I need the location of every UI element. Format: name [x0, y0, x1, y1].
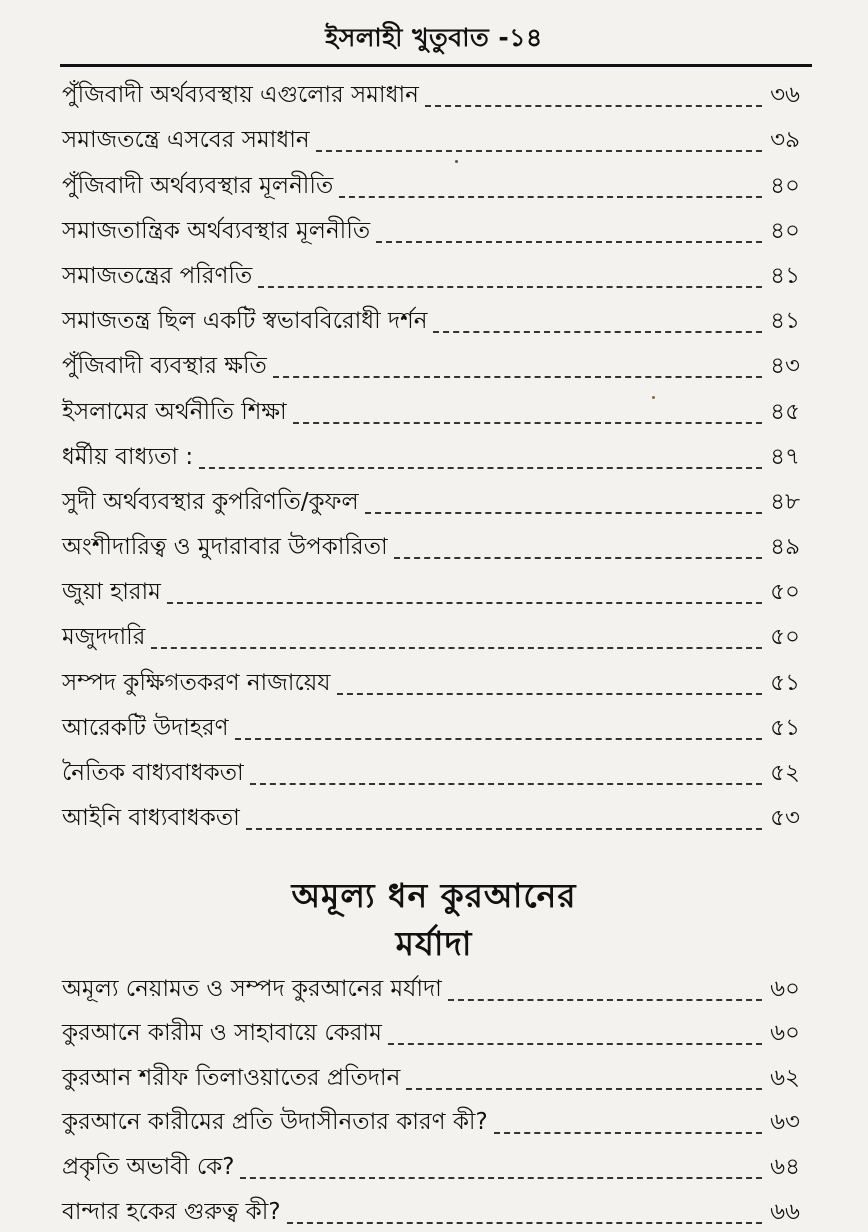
dotted-leader — [273, 376, 762, 378]
toc-entry — [62, 160, 800, 205]
toc-entry-page-number: ৪৫ — [770, 398, 800, 425]
toc-list-part2 — [62, 964, 800, 1232]
dotted-leader — [433, 331, 762, 333]
dotted-leader — [494, 1132, 762, 1134]
toc-entry-page-number: ৬৬ — [770, 1198, 800, 1225]
toc-entry-title: কুরআনে কারীমের প্রতি উদাসীনতার কারণ কী? — [62, 1109, 488, 1136]
paper-speck — [455, 160, 458, 163]
toc-entry — [62, 703, 800, 748]
toc-entry-title: বান্দার হকের গুরুত্ব কী? — [62, 1198, 281, 1225]
toc-entry-page-number: ৫১ — [770, 714, 800, 741]
toc-entry-page-number: ৪৩ — [770, 353, 800, 380]
dotted-leader — [235, 738, 762, 740]
toc-entry — [62, 612, 800, 657]
toc-entry — [62, 251, 800, 296]
dotted-leader — [337, 693, 762, 695]
toc-entry-title: ইসলামের অর্থনীতি শিক্ষা — [62, 398, 287, 425]
toc-entry — [62, 964, 800, 1009]
toc-entry — [62, 1009, 800, 1054]
toc-entry-title: আরেকটি উদাহরণ — [62, 714, 229, 741]
dotted-leader — [448, 999, 762, 1001]
toc-entry — [62, 567, 800, 612]
toc-entry-title: পুঁজিবাদী অর্থব্যবস্থার মূলনীতি — [62, 172, 334, 199]
toc-entry — [62, 477, 800, 522]
toc-entry-page-number: ৬৪ — [770, 1153, 800, 1180]
toc-entry-page-number: ৪৮ — [770, 488, 800, 515]
toc-entry — [62, 1098, 800, 1143]
dotted-leader — [316, 150, 762, 152]
toc-entry-title: সুদী অর্থব্যবস্থার কুপরিণতি/কুফল — [62, 488, 359, 515]
dotted-leader — [388, 1043, 762, 1045]
toc-entry — [62, 657, 800, 702]
toc-entry-title: জুয়া হারাম — [62, 579, 161, 606]
toc-list-part1 — [62, 70, 800, 838]
toc-entry-title: সমাজতন্ত্রের পরিণতি — [62, 262, 253, 289]
dotted-leader — [425, 105, 762, 107]
toc-entry-title: পুঁজিবাদী ব্যবস্থার ক্ষতি — [62, 353, 267, 380]
header-rule — [60, 64, 812, 67]
toc-entry-page-number: ৫২ — [770, 760, 800, 786]
section-title-line2: মর্যাদা — [395, 924, 473, 963]
toc-entry — [62, 748, 800, 793]
toc-entry-title: সমাজতান্ত্রিক অর্থব্যবস্থার মূলনীতি — [62, 217, 371, 244]
toc-entry — [62, 522, 800, 567]
toc-entry-page-number: ৬২ — [770, 1064, 800, 1091]
toc-entry — [62, 793, 800, 838]
toc-entry — [62, 432, 800, 477]
toc-entry-title: মজুদদারি — [62, 624, 146, 651]
toc-entry-page-number: ৬০ — [770, 1020, 800, 1047]
toc-entry-title: ধর্মীয় বাধ্যতা : — [62, 443, 194, 470]
dotted-leader — [376, 241, 762, 243]
toc-entry — [62, 70, 800, 115]
dotted-leader — [293, 422, 762, 424]
dotted-leader — [406, 1088, 762, 1090]
toc-entry-title: সম্পদ কুক্ষিগতকরণ নাজায়েয — [62, 669, 331, 696]
toc-entry — [62, 386, 800, 431]
toc-entry-page-number: ৫০ — [770, 579, 800, 606]
dotted-leader — [339, 196, 762, 198]
toc-entry-title: সমাজতন্ত্র ছিল একটি স্বভাববিরোধী দর্শন — [62, 308, 428, 335]
dotted-leader — [394, 557, 762, 559]
toc-entry-page-number: ৬০ — [770, 975, 800, 1002]
dotted-leader — [258, 286, 762, 288]
toc-entry-page-number: ৬৩ — [770, 1109, 800, 1136]
toc-entry-page-number: ৫৩ — [770, 805, 800, 832]
toc-entry-title: কুরআন শরীফ তিলাওয়াতের প্রতিদান — [62, 1064, 401, 1091]
toc-entry-title: অংশীদারিত্ব ও মুদারাবার উপকারিতা — [62, 534, 388, 561]
toc-entry-page-number: ৪০ — [770, 172, 800, 199]
dotted-leader — [365, 512, 762, 514]
toc-entry-page-number: ৪৭ — [770, 443, 800, 470]
toc-entry-page-number: ৩৬ — [770, 82, 800, 109]
toc-entry — [62, 1142, 800, 1187]
toc-entry-title: কুরআনে কারীম ও সাহাবায়ে কেরাম — [62, 1020, 382, 1047]
dotted-leader — [167, 602, 762, 604]
dotted-leader — [246, 828, 762, 830]
section-title-line1: অমূল্য ধন কুরআনের — [291, 876, 577, 915]
toc-entry-page-number: ৪১ — [770, 262, 800, 289]
dotted-leader — [250, 783, 762, 785]
toc-entry-title: পুঁজিবাদী অর্থব্যবস্থায় এগুলোর সমাধান — [62, 82, 419, 109]
toc-entry — [62, 341, 800, 386]
toc-entry-page-number: ৪১ — [770, 308, 800, 335]
toc-entry-page-number: ৫১ — [770, 669, 800, 696]
toc-entry-page-number: ৪৯ — [770, 534, 800, 561]
toc-entry — [62, 1053, 800, 1098]
dotted-leader — [151, 647, 762, 649]
toc-entry-page-number: ৪০ — [770, 217, 800, 244]
dotted-leader — [199, 467, 762, 469]
toc-entry-title: নৈতিক বাধ্যবাধকতা — [62, 760, 244, 786]
toc-entry — [62, 1187, 800, 1232]
toc-entry-title: অমূল্য নেয়ামত ও সম্পদ কুরআনের মর্যাদা — [62, 975, 442, 1002]
dotted-leader — [287, 1222, 762, 1224]
toc-entry — [62, 296, 800, 341]
paper-speck — [652, 396, 655, 399]
dotted-leader — [240, 1177, 762, 1179]
toc-entry — [62, 115, 800, 160]
toc-entry-page-number: ৫০ — [770, 624, 800, 651]
running-header: ইসলাহী খুতুবাত -১৪ — [325, 23, 543, 52]
toc-entry-title: আইনি বাধ্যবাধকতা — [62, 805, 240, 832]
toc-entry-title: প্রকৃতি অভাবী কে? — [62, 1153, 235, 1180]
toc-entry-title: সমাজতন্ত্রে এসবের সমাধান — [62, 127, 310, 154]
toc-entry — [62, 206, 800, 251]
toc-entry-page-number: ৩৯ — [770, 127, 800, 154]
